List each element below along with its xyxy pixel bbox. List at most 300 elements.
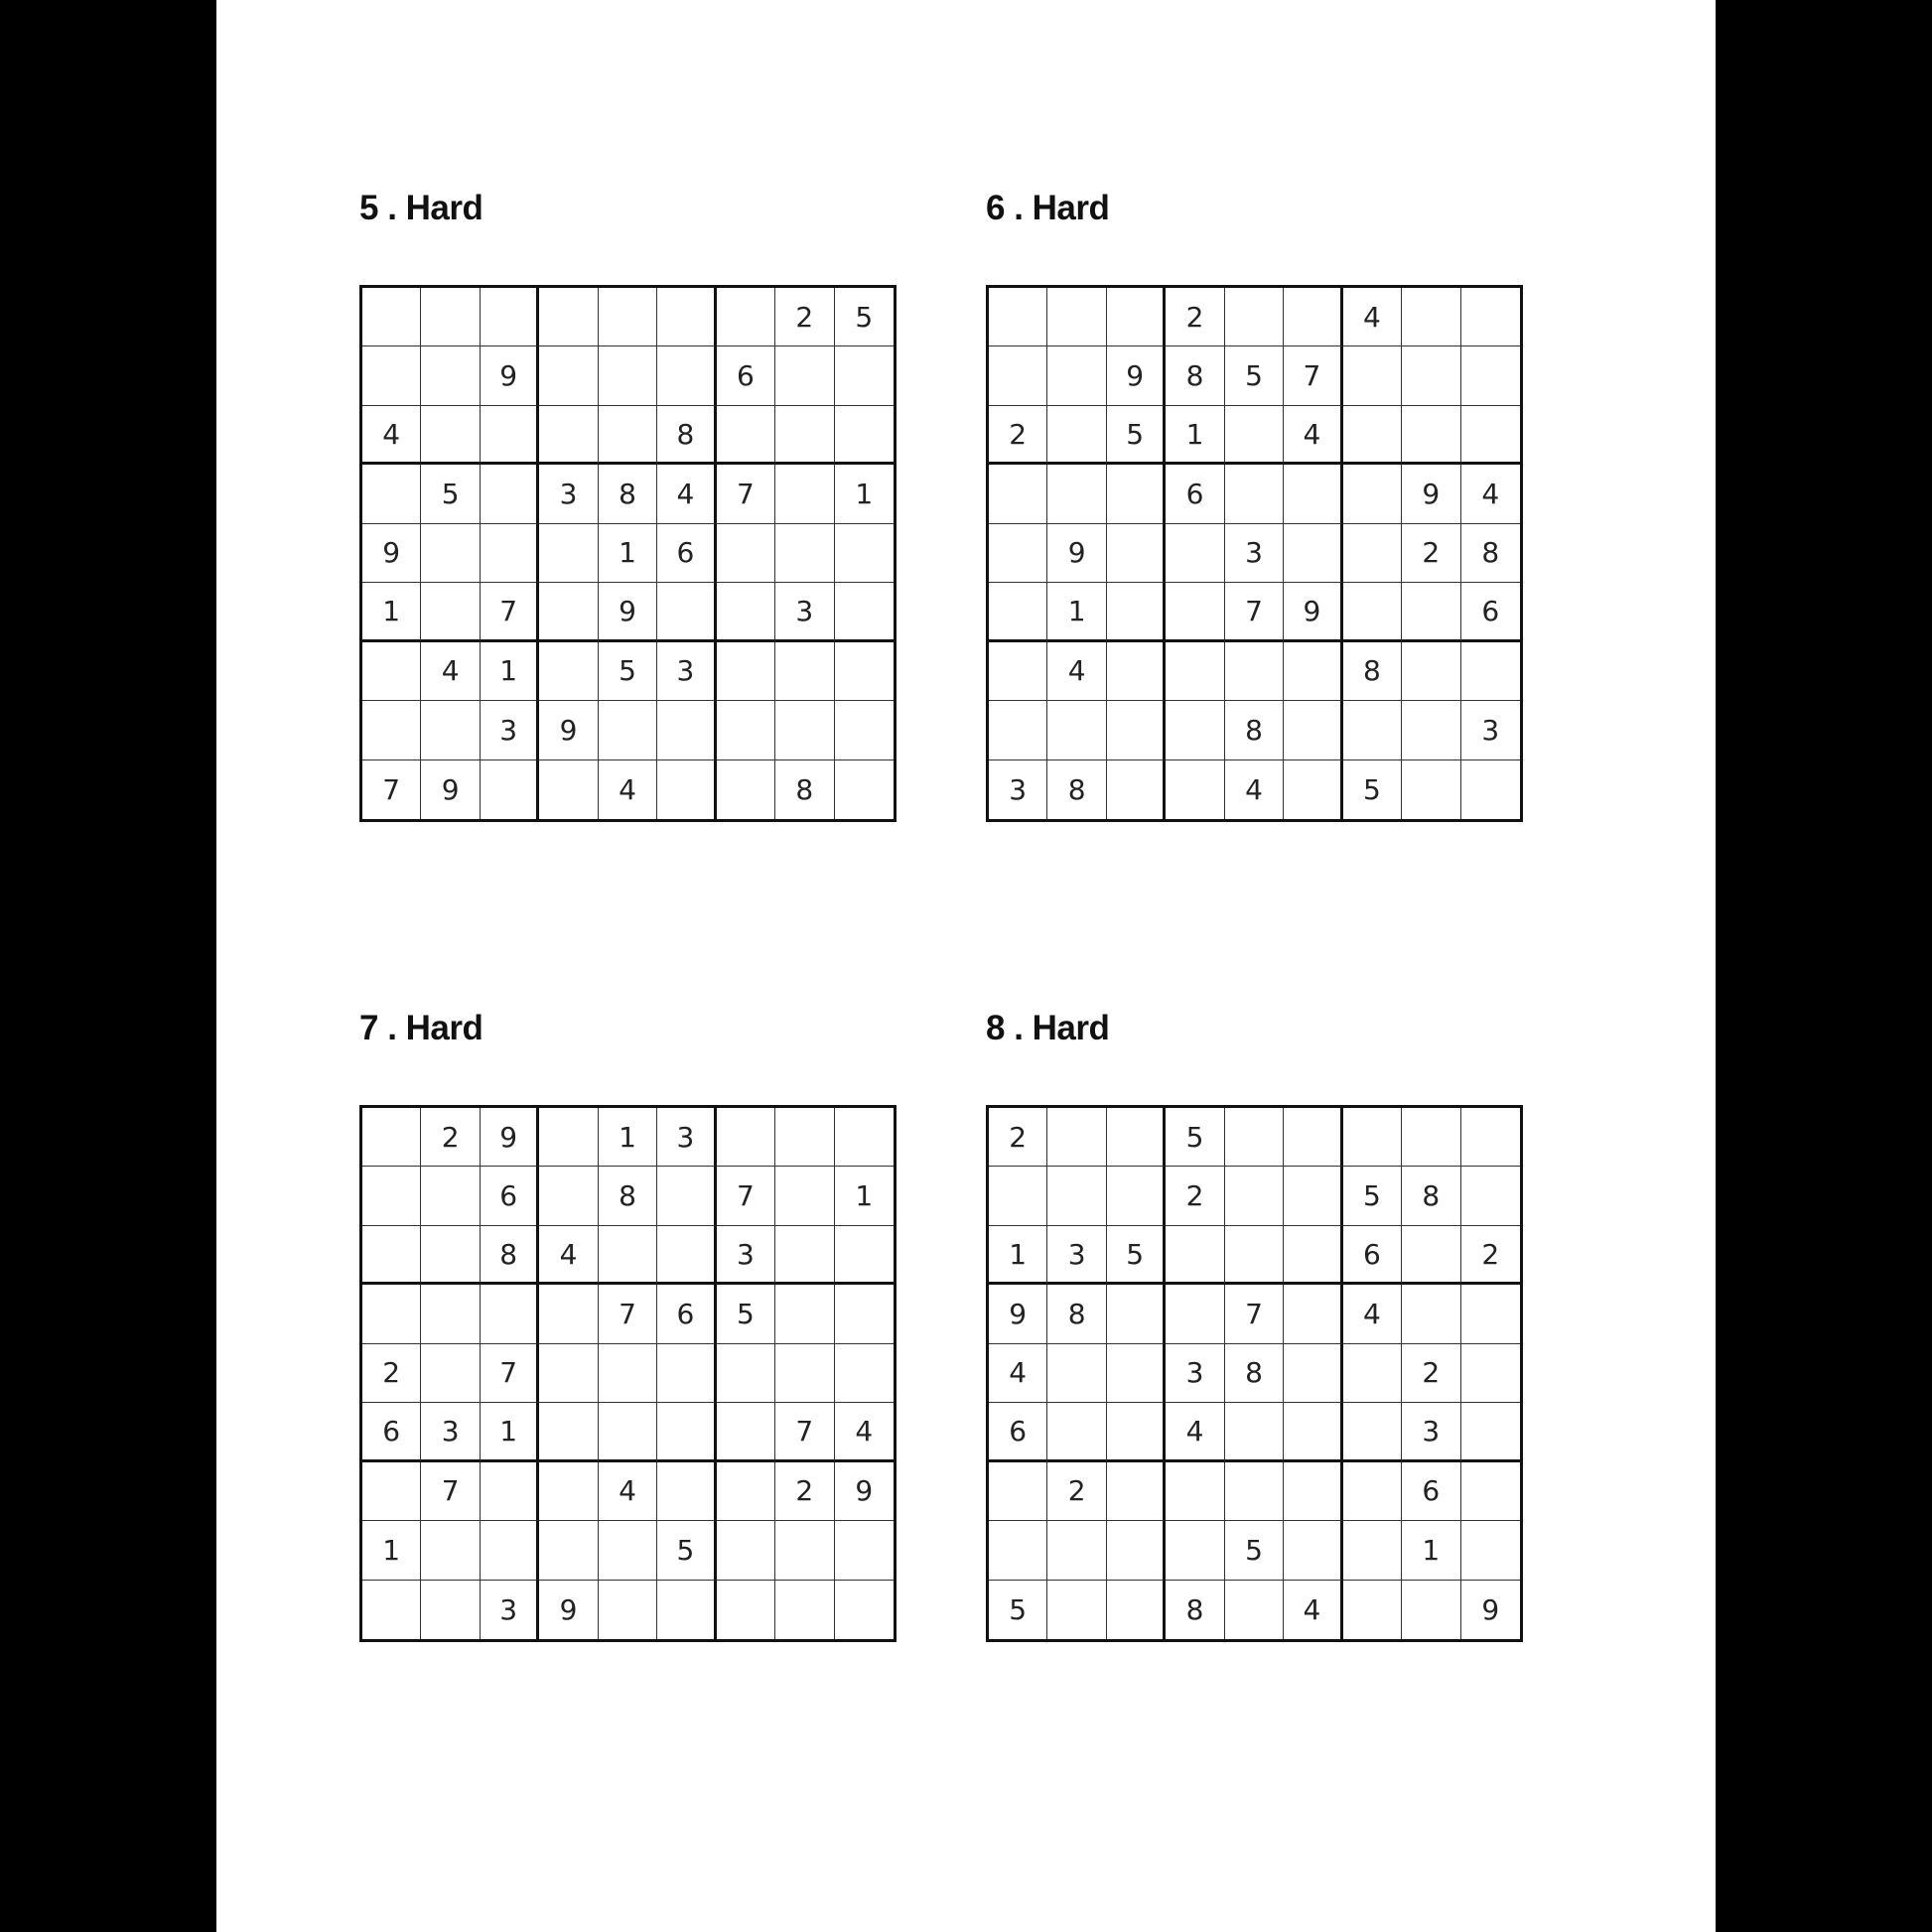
sudoku-cell[interactable] (1461, 1108, 1520, 1167)
sudoku-cell[interactable] (1343, 1462, 1402, 1521)
sudoku-cell[interactable]: 5 (1225, 1521, 1284, 1580)
sudoku-cell[interactable] (1107, 465, 1166, 523)
sudoku-cell[interactable] (1461, 642, 1520, 701)
sudoku-cell[interactable] (421, 1167, 480, 1225)
sudoku-cell[interactable] (1461, 1403, 1520, 1461)
sudoku-cell[interactable]: 4 (1284, 406, 1342, 465)
sudoku-cell[interactable]: 2 (421, 1108, 480, 1167)
sudoku-cell[interactable] (362, 1285, 421, 1343)
sudoku-cell[interactable] (1107, 642, 1166, 701)
sudoku-cell[interactable] (599, 1226, 657, 1285)
sudoku-cell[interactable] (717, 1403, 775, 1461)
sudoku-cell[interactable] (717, 583, 775, 641)
sudoku-cell[interactable] (599, 406, 657, 465)
sudoku-cell[interactable]: 3 (481, 701, 539, 759)
sudoku-cell[interactable]: 1 (599, 1108, 657, 1167)
sudoku-cell[interactable] (1107, 701, 1166, 759)
sudoku-cell[interactable] (1461, 1521, 1520, 1580)
sudoku-cell[interactable] (599, 288, 657, 346)
sudoku-cell[interactable] (1166, 1226, 1224, 1285)
sudoku-cell[interactable] (421, 1581, 480, 1639)
sudoku-cell[interactable] (1284, 642, 1342, 701)
sudoku-cell[interactable]: 9 (599, 583, 657, 641)
sudoku-cell[interactable] (1343, 1521, 1402, 1580)
sudoku-cell[interactable]: 2 (989, 406, 1047, 465)
sudoku-cell[interactable] (1107, 1462, 1166, 1521)
sudoku-cell[interactable] (421, 583, 480, 641)
sudoku-cell[interactable] (989, 1167, 1047, 1225)
sudoku-cell[interactable] (775, 1285, 834, 1343)
sudoku-cell[interactable] (657, 760, 716, 819)
sudoku-cell[interactable]: 5 (989, 1581, 1047, 1639)
sudoku-cell[interactable]: 6 (1402, 1462, 1460, 1521)
sudoku-cell[interactable]: 6 (1461, 583, 1520, 641)
sudoku-cell[interactable] (1225, 1462, 1284, 1521)
sudoku-cell[interactable]: 1 (1047, 583, 1106, 641)
sudoku-cell[interactable] (1284, 1285, 1342, 1343)
sudoku-cell[interactable] (1461, 1462, 1520, 1521)
sudoku-cell[interactable] (1343, 1403, 1402, 1461)
sudoku-cell[interactable] (1166, 1521, 1224, 1580)
sudoku-cell[interactable]: 5 (1225, 346, 1284, 405)
sudoku-cell[interactable] (599, 701, 657, 759)
sudoku-cell[interactable]: 2 (1402, 524, 1460, 583)
sudoku-cell[interactable] (1284, 760, 1342, 819)
sudoku-cell[interactable] (362, 1581, 421, 1639)
sudoku-cell[interactable] (835, 1344, 894, 1403)
sudoku-cell[interactable] (835, 1581, 894, 1639)
sudoku-cell[interactable] (539, 1462, 598, 1521)
sudoku-cell[interactable] (362, 1462, 421, 1521)
sudoku-cell[interactable] (1284, 1403, 1342, 1461)
sudoku-cell[interactable]: 6 (1343, 1226, 1402, 1285)
sudoku-cell[interactable] (1107, 760, 1166, 819)
sudoku-cell[interactable] (657, 288, 716, 346)
sudoku-cell[interactable]: 2 (775, 1462, 834, 1521)
sudoku-cell[interactable] (717, 760, 775, 819)
sudoku-cell[interactable]: 4 (657, 465, 716, 523)
sudoku-cell[interactable] (717, 1521, 775, 1580)
sudoku-cell[interactable]: 1 (835, 1167, 894, 1225)
sudoku-cell[interactable]: 8 (1166, 1581, 1224, 1639)
sudoku-cell[interactable] (1225, 1226, 1284, 1285)
sudoku-cell[interactable] (775, 642, 834, 701)
sudoku-cell[interactable] (1047, 1521, 1106, 1580)
sudoku-cell[interactable] (1343, 701, 1402, 759)
sudoku-cell[interactable]: 2 (1402, 1344, 1460, 1403)
sudoku-cell[interactable]: 5 (1107, 1226, 1166, 1285)
sudoku-cell[interactable] (421, 524, 480, 583)
sudoku-cell[interactable]: 8 (481, 1226, 539, 1285)
sudoku-cell[interactable] (421, 1344, 480, 1403)
sudoku-cell[interactable] (1343, 406, 1402, 465)
sudoku-cell[interactable]: 3 (1047, 1226, 1106, 1285)
sudoku-cell[interactable] (1461, 346, 1520, 405)
sudoku-cell[interactable] (657, 1226, 716, 1285)
sudoku-cell[interactable] (1107, 1285, 1166, 1343)
sudoku-cell[interactable]: 3 (657, 1108, 716, 1167)
sudoku-cell[interactable] (1166, 701, 1224, 759)
sudoku-cell[interactable] (599, 1344, 657, 1403)
sudoku-cell[interactable]: 5 (717, 1285, 775, 1343)
sudoku-cell[interactable]: 9 (1047, 524, 1106, 583)
sudoku-cell[interactable] (362, 642, 421, 701)
sudoku-cell[interactable] (1284, 288, 1342, 346)
sudoku-cell[interactable] (1461, 760, 1520, 819)
sudoku-cell[interactable] (775, 1521, 834, 1580)
sudoku-cell[interactable]: 3 (539, 465, 598, 523)
sudoku-cell[interactable] (717, 288, 775, 346)
sudoku-cell[interactable] (775, 465, 834, 523)
sudoku-cell[interactable] (421, 1521, 480, 1580)
sudoku-cell[interactable] (1343, 465, 1402, 523)
sudoku-cell[interactable] (1343, 346, 1402, 405)
sudoku-cell[interactable]: 5 (1343, 1167, 1402, 1225)
sudoku-cell[interactable]: 1 (362, 583, 421, 641)
sudoku-cell[interactable] (717, 642, 775, 701)
sudoku-cell[interactable] (1107, 1581, 1166, 1639)
sudoku-cell[interactable] (989, 465, 1047, 523)
sudoku-cell[interactable] (1225, 1581, 1284, 1639)
sudoku-cell[interactable] (1461, 288, 1520, 346)
sudoku-cell[interactable] (1225, 465, 1284, 523)
sudoku-cell[interactable]: 4 (1166, 1403, 1224, 1461)
sudoku-cell[interactable]: 4 (1343, 288, 1402, 346)
sudoku-cell[interactable] (539, 288, 598, 346)
sudoku-cell[interactable] (835, 406, 894, 465)
sudoku-cell[interactable] (989, 642, 1047, 701)
sudoku-cell[interactable]: 1 (1166, 406, 1224, 465)
sudoku-cell[interactable]: 4 (1461, 465, 1520, 523)
sudoku-cell[interactable] (775, 406, 834, 465)
sudoku-cell[interactable]: 4 (539, 1226, 598, 1285)
sudoku-cell[interactable]: 7 (717, 465, 775, 523)
sudoku-cell[interactable]: 6 (1166, 465, 1224, 523)
sudoku-cell[interactable] (657, 1581, 716, 1639)
sudoku-cell[interactable]: 9 (539, 1581, 598, 1639)
sudoku-cell[interactable]: 4 (1047, 642, 1106, 701)
sudoku-cell[interactable] (1461, 406, 1520, 465)
sudoku-cell[interactable] (1461, 1344, 1520, 1403)
sudoku-cell[interactable]: 8 (657, 406, 716, 465)
sudoku-cell[interactable]: 2 (1047, 1462, 1106, 1521)
sudoku-cell[interactable] (1107, 1403, 1166, 1461)
sudoku-cell[interactable] (1343, 1108, 1402, 1167)
sudoku-cell[interactable] (657, 583, 716, 641)
sudoku-cell[interactable] (989, 1462, 1047, 1521)
sudoku-cell[interactable] (1047, 465, 1106, 523)
sudoku-cell[interactable] (717, 406, 775, 465)
sudoku-cell[interactable] (1284, 1462, 1342, 1521)
sudoku-cell[interactable] (481, 1521, 539, 1580)
sudoku-cell[interactable]: 5 (657, 1521, 716, 1580)
sudoku-cell[interactable] (717, 1581, 775, 1639)
sudoku-cell[interactable] (1047, 701, 1106, 759)
sudoku-cell[interactable] (481, 1285, 539, 1343)
sudoku-cell[interactable] (481, 760, 539, 819)
sudoku-cell[interactable] (657, 1344, 716, 1403)
sudoku-cell[interactable] (539, 1521, 598, 1580)
sudoku-cell[interactable] (835, 1521, 894, 1580)
sudoku-cell[interactable] (1402, 288, 1460, 346)
sudoku-cell[interactable] (1461, 1167, 1520, 1225)
sudoku-cell[interactable] (1166, 583, 1224, 641)
sudoku-cell[interactable] (1284, 701, 1342, 759)
sudoku-cell[interactable] (481, 1462, 539, 1521)
sudoku-cell[interactable] (1047, 1344, 1106, 1403)
sudoku-cell[interactable] (1343, 583, 1402, 641)
sudoku-cell[interactable] (539, 1285, 598, 1343)
sudoku-cell[interactable] (1402, 1108, 1460, 1167)
sudoku-cell[interactable]: 7 (421, 1462, 480, 1521)
sudoku-cell[interactable] (362, 701, 421, 759)
sudoku-cell[interactable]: 1 (1402, 1521, 1460, 1580)
sudoku-cell[interactable] (775, 1581, 834, 1639)
sudoku-cell[interactable]: 3 (989, 760, 1047, 819)
sudoku-cell[interactable]: 6 (657, 1285, 716, 1343)
sudoku-cell[interactable]: 7 (599, 1285, 657, 1343)
sudoku-cell[interactable] (362, 465, 421, 523)
sudoku-cell[interactable] (1402, 642, 1460, 701)
sudoku-cell[interactable]: 3 (1402, 1403, 1460, 1461)
sudoku-cell[interactable] (1402, 701, 1460, 759)
sudoku-cell[interactable]: 7 (1225, 583, 1284, 641)
sudoku-cell[interactable] (835, 1108, 894, 1167)
sudoku-cell[interactable]: 5 (835, 288, 894, 346)
sudoku-cell[interactable]: 9 (989, 1285, 1047, 1343)
sudoku-cell[interactable] (775, 701, 834, 759)
sudoku-cell[interactable]: 4 (421, 642, 480, 701)
sudoku-cell[interactable] (775, 1167, 834, 1225)
sudoku-cell[interactable] (775, 1344, 834, 1403)
sudoku-cell[interactable]: 5 (421, 465, 480, 523)
sudoku-cell[interactable] (1402, 346, 1460, 405)
sudoku-cell[interactable]: 7 (775, 1403, 834, 1461)
sudoku-cell[interactable]: 9 (1481, 1592, 1500, 1626)
sudoku-cell[interactable]: 5 (1166, 1108, 1224, 1167)
sudoku-cell[interactable] (1166, 524, 1224, 583)
sudoku-cell[interactable] (362, 346, 421, 405)
sudoku-cell[interactable] (775, 524, 834, 583)
sudoku-cell[interactable] (1284, 1226, 1342, 1285)
sudoku-cell[interactable]: 2 (1461, 1226, 1520, 1285)
sudoku-cell[interactable] (539, 1108, 598, 1167)
sudoku-cell[interactable] (1166, 1462, 1224, 1521)
sudoku-cell[interactable] (539, 346, 598, 405)
sudoku-cell[interactable]: 8 (775, 760, 834, 819)
sudoku-cell[interactable] (1107, 1521, 1166, 1580)
sudoku-cell[interactable]: 7 (362, 760, 421, 819)
sudoku-cell[interactable]: 3 (657, 642, 716, 701)
sudoku-cell[interactable] (835, 524, 894, 583)
sudoku-cell[interactable]: 8 (1047, 760, 1106, 819)
sudoku-cell[interactable] (1047, 346, 1106, 405)
sudoku-cell[interactable] (599, 1581, 657, 1639)
sudoku-cell[interactable] (481, 406, 539, 465)
sudoku-cell[interactable]: 1 (481, 1403, 539, 1461)
sudoku-cell[interactable]: 1 (989, 1226, 1047, 1285)
sudoku-cell[interactable] (989, 346, 1047, 405)
sudoku-cell[interactable] (1107, 288, 1166, 346)
sudoku-cell[interactable]: 1 (835, 465, 894, 523)
sudoku-cell[interactable]: 3 (481, 1581, 539, 1639)
sudoku-cell[interactable] (1284, 524, 1342, 583)
sudoku-cell[interactable]: 3 (717, 1226, 775, 1285)
sudoku-cell[interactable]: 4 (599, 760, 657, 819)
sudoku-cell[interactable] (657, 1403, 716, 1461)
sudoku-cell[interactable] (1284, 1521, 1342, 1580)
sudoku-cell[interactable] (539, 524, 598, 583)
sudoku-cell[interactable]: 5 (1107, 406, 1166, 465)
sudoku-cell[interactable] (1166, 642, 1224, 701)
sudoku-cell[interactable]: 3 (1225, 524, 1284, 583)
sudoku-cell[interactable] (539, 406, 598, 465)
sudoku-cell[interactable] (481, 288, 539, 346)
sudoku-cell[interactable]: 5 (1343, 760, 1402, 819)
sudoku-cell[interactable] (1284, 1167, 1342, 1225)
sudoku-cell[interactable]: 9 (835, 1462, 894, 1521)
sudoku-cell[interactable] (657, 701, 716, 759)
sudoku-cell[interactable] (1107, 1344, 1166, 1403)
sudoku-cell[interactable]: 4 (362, 406, 421, 465)
sudoku-cell[interactable]: 2 (1166, 1167, 1224, 1225)
sudoku-cell[interactable] (657, 1167, 716, 1225)
sudoku-cell[interactable] (775, 346, 834, 405)
sudoku-cell[interactable] (421, 346, 480, 405)
sudoku-cell[interactable]: 6 (717, 346, 775, 405)
sudoku-cell[interactable] (989, 288, 1047, 346)
sudoku-cell[interactable]: 2 (989, 1108, 1047, 1167)
sudoku-cell[interactable] (1047, 406, 1106, 465)
sudoku-cell[interactable]: 8 (1166, 346, 1224, 405)
sudoku-cell[interactable] (1107, 1108, 1166, 1167)
sudoku-cell[interactable] (989, 524, 1047, 583)
sudoku-cell[interactable]: 7 (717, 1167, 775, 1225)
sudoku-cell[interactable] (835, 642, 894, 701)
sudoku-cell[interactable]: 8 (1402, 1167, 1460, 1225)
sudoku-cell[interactable] (717, 1462, 775, 1521)
sudoku-cell[interactable] (1461, 1285, 1520, 1343)
sudoku-cell[interactable] (717, 524, 775, 583)
sudoku-cell[interactable] (989, 583, 1047, 641)
sudoku-cell[interactable]: 2 (775, 288, 834, 346)
sudoku-cell[interactable] (1402, 1285, 1460, 1343)
sudoku-cell[interactable] (835, 760, 894, 819)
sudoku-cell[interactable] (1225, 1403, 1284, 1461)
sudoku-cell[interactable] (599, 1403, 657, 1461)
sudoku-cell[interactable]: 7 (1284, 346, 1342, 405)
sudoku-cell[interactable]: 8 (1343, 642, 1402, 701)
sudoku-cell[interactable] (539, 1344, 598, 1403)
sudoku-cell[interactable] (989, 1521, 1047, 1580)
sudoku-cell[interactable] (1343, 524, 1402, 583)
sudoku-cell[interactable]: 6 (481, 1167, 539, 1225)
sudoku-cell[interactable] (539, 1167, 598, 1225)
sudoku-cell[interactable]: 1 (599, 524, 657, 583)
sudoku-cell[interactable] (599, 346, 657, 405)
sudoku-cell[interactable] (1107, 524, 1166, 583)
sudoku-cell[interactable] (775, 1108, 834, 1167)
sudoku-cell[interactable] (717, 1108, 775, 1167)
sudoku-cell[interactable]: 4 (835, 1403, 894, 1461)
sudoku-cell[interactable] (1047, 1403, 1106, 1461)
sudoku-cell[interactable]: 3 (775, 583, 834, 641)
sudoku-cell[interactable]: 8 (599, 1167, 657, 1225)
sudoku-cell[interactable] (481, 524, 539, 583)
sudoku-cell[interactable] (657, 346, 716, 405)
sudoku-cell[interactable] (599, 1521, 657, 1580)
sudoku-cell[interactable]: 5 (599, 642, 657, 701)
sudoku-cell[interactable] (657, 1462, 716, 1521)
sudoku-cell[interactable]: 2 (1166, 288, 1224, 346)
sudoku-cell[interactable] (421, 406, 480, 465)
sudoku-cell[interactable]: 9 (1284, 583, 1342, 641)
sudoku-cell[interactable] (421, 1285, 480, 1343)
sudoku-cell[interactable] (1225, 406, 1284, 465)
sudoku-cell[interactable] (362, 1108, 421, 1167)
sudoku-cell[interactable]: 8 (1225, 701, 1284, 759)
sudoku-cell[interactable] (1225, 1108, 1284, 1167)
sudoku-cell[interactable] (1225, 1167, 1284, 1225)
sudoku-cell[interactable] (835, 1226, 894, 1285)
sudoku-cell[interactable]: 4 (599, 1462, 657, 1521)
sudoku-cell[interactable] (1047, 1108, 1106, 1167)
sudoku-cell[interactable]: 8 (1047, 1285, 1106, 1343)
sudoku-cell[interactable] (1402, 1581, 1460, 1639)
sudoku-cell[interactable] (362, 1226, 421, 1285)
sudoku-cell[interactable] (421, 288, 480, 346)
sudoku-cell[interactable]: 9 (362, 524, 421, 583)
sudoku-cell[interactable]: 3 (1461, 701, 1520, 759)
sudoku-cell[interactable] (421, 1226, 480, 1285)
sudoku-cell[interactable] (1343, 1581, 1402, 1639)
sudoku-cell[interactable]: 9 (481, 346, 539, 405)
sudoku-cell[interactable]: 6 (657, 524, 716, 583)
sudoku-cell[interactable]: 9 (1107, 346, 1166, 405)
sudoku-cell[interactable] (1166, 1285, 1224, 1343)
sudoku-cell[interactable] (1402, 583, 1460, 641)
sudoku-cell[interactable] (1047, 1167, 1106, 1225)
sudoku-cell[interactable] (481, 465, 539, 523)
sudoku-cell[interactable]: 8 (1225, 1344, 1284, 1403)
sudoku-cell[interactable] (1343, 1344, 1402, 1403)
sudoku-cell[interactable] (989, 701, 1047, 759)
sudoku-cell[interactable]: 7 (481, 1344, 539, 1403)
sudoku-cell[interactable]: 4 (1284, 1581, 1342, 1639)
sudoku-cell[interactable] (775, 1226, 834, 1285)
sudoku-cell[interactable] (1402, 406, 1460, 465)
sudoku-cell[interactable] (835, 346, 894, 405)
sudoku-cell[interactable]: 9 (421, 760, 480, 819)
sudoku-cell[interactable] (539, 642, 598, 701)
sudoku-cell[interactable] (1402, 1226, 1460, 1285)
sudoku-cell[interactable]: 8 (1461, 524, 1520, 583)
sudoku-cell[interactable]: 3 (1166, 1344, 1224, 1403)
sudoku-cell[interactable] (835, 1285, 894, 1343)
sudoku-cell[interactable] (1284, 1108, 1342, 1167)
sudoku-cell[interactable] (835, 583, 894, 641)
sudoku-cell[interactable]: 4 (1343, 1285, 1402, 1343)
sudoku-cell[interactable] (362, 1167, 421, 1225)
sudoku-cell[interactable]: 4 (989, 1344, 1047, 1403)
sudoku-cell[interactable] (717, 701, 775, 759)
sudoku-cell[interactable]: 7 (1225, 1285, 1284, 1343)
sudoku-cell[interactable] (1107, 583, 1166, 641)
sudoku-cell[interactable] (717, 1344, 775, 1403)
sudoku-cell[interactable] (1166, 760, 1224, 819)
sudoku-cell[interactable]: 7 (481, 583, 539, 641)
sudoku-cell[interactable] (362, 288, 421, 346)
